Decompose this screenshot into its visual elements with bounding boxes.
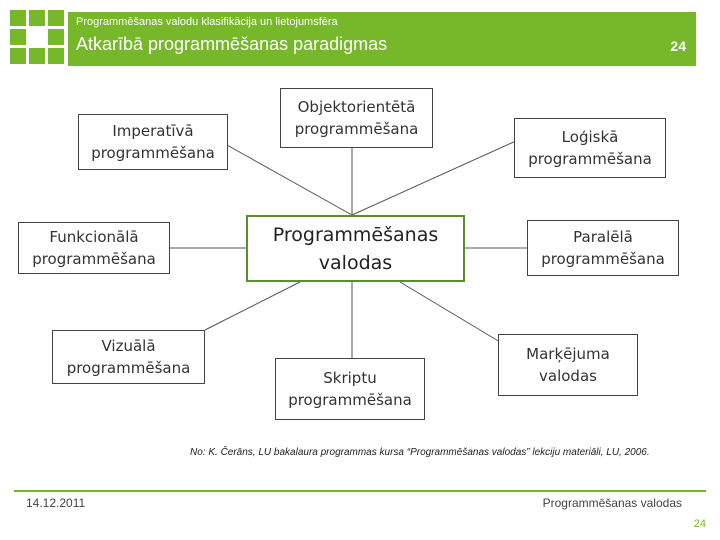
header-supertitle: Programmēšanas valodu klasifikācija un lietojumsfēra <box>76 16 338 28</box>
page-number: 24 <box>693 518 706 530</box>
header-number: 24 <box>670 38 686 54</box>
center-node-label: Programmēšanas valodas <box>272 223 439 274</box>
node-logic <box>514 118 666 178</box>
node-scripting <box>275 358 425 420</box>
slide-title: Atkarībā programmēšanas paradigmas <box>76 34 388 54</box>
node-imperative <box>78 114 228 170</box>
node-parallel-label: Paralēlā programmēšana <box>541 228 665 268</box>
footer-divider <box>14 490 706 492</box>
node-scripting-label: Skriptu programmēšana <box>288 369 412 409</box>
footer-date: 14.12.2011 <box>26 496 86 510</box>
connector-imperative <box>218 140 352 215</box>
connector-markup <box>400 282 505 345</box>
node-visual <box>52 330 205 384</box>
node-functional-label: Funkcionālā programmēšana <box>32 228 156 268</box>
footer-title: Programmēšanas valodas <box>542 496 682 510</box>
node-logic-label: Loģiskā programmēšana <box>528 128 652 168</box>
center-node <box>246 215 465 282</box>
node-object-oriented <box>280 88 433 148</box>
node-functional <box>18 222 170 274</box>
node-markup <box>498 334 638 396</box>
node-markup-label: Marķējuma valodas <box>526 345 610 385</box>
connector-logic <box>352 140 518 215</box>
node-imperative-label: Imperatīvā programmēšana <box>91 122 215 162</box>
node-parallel <box>527 220 679 276</box>
node-visual-label: Vizuālā programmēšana <box>66 337 191 377</box>
connector-visual <box>205 282 300 330</box>
node-object-oriented-label: Objektorientētā programmēšana <box>294 98 419 138</box>
source-note: No: K. Čerāns, LU bakalaura programmas kursa “Programmēšanas valodas” lekciju materiāli, LU, 2006. <box>190 447 650 458</box>
